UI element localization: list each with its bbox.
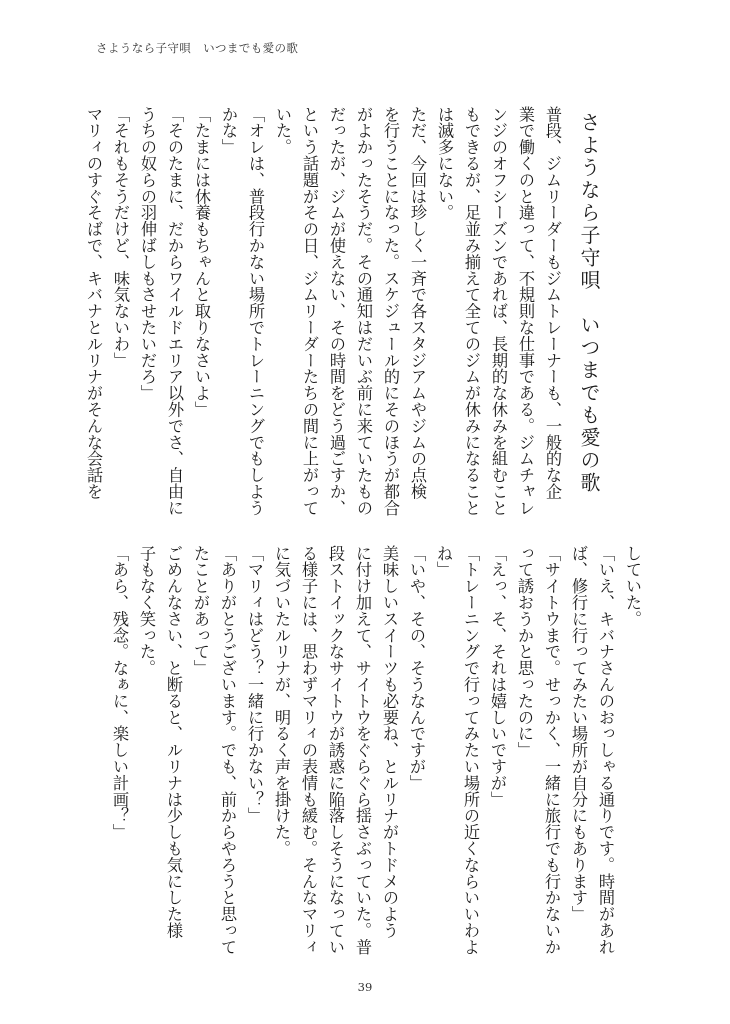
text-column: 「ありがとうございます。でも、前からやろうと思って: [218, 545, 237, 955]
text-column: に付け加えて、サイトウをぐらぐら揺さぶっていた。普: [353, 545, 372, 955]
text-column: 「いえ、キバナさんのおっしゃる通りです。時間があれ: [596, 545, 615, 955]
text-column: かな」: [219, 106, 238, 156]
text-column: 業で働くのと違って、不規則な仕事である。ジムチャレ: [516, 106, 535, 516]
text-column: ごめんなさい、と断ると、ルリナは少しも気にした様: [164, 545, 183, 939]
text-column: していた。: [623, 545, 642, 627]
text-column: マリィのすぐそばで、キバナとルリナがそんな会話を: [84, 106, 103, 500]
text-column: る様子には、思わずマリィの表情も緩む。そんなマリィ: [299, 545, 318, 955]
text-column: ね」: [434, 545, 453, 578]
text-column: は滅多にない。: [435, 106, 454, 221]
text-column: 「オレは、普段行かない場所でトレーニングでもしよう: [246, 106, 265, 516]
text-column: 「トレーニングで行ってみたい場所の近くならいいわよ: [461, 545, 480, 955]
text-column: うちの奴らの羽伸ばしもさせたいだろ」: [138, 106, 157, 402]
text-column: 「いや、その、そうなんですが」: [407, 545, 426, 791]
text-column: 「あら、残念。なぁに、楽しい計画？」: [110, 545, 129, 841]
text-column: 「そのたまに、だからワイルドエリア以外でさ、自由に: [165, 106, 184, 516]
text-column: 「えっ、そ、それは嬉しいですが」: [488, 545, 507, 808]
text-column: ただ、今回は珍しく一斉で各スタジアムやジムの点検: [408, 106, 427, 500]
text-column: がよかったそうだ。その通知はだいぶ前に来ていたもの: [354, 106, 373, 516]
text-column: ば、修行に行ってみたい場所が自分にもあります」: [569, 545, 588, 923]
text-column: 子もなく笑った。: [137, 545, 156, 677]
text-column: という話題がその日、ジムリーダーたちの間に上がって: [300, 106, 319, 516]
chapter-title: さようなら子守唄 いつまでも愛の歌: [577, 112, 601, 495]
text-column: 「マリィはどう？一緒に行かない？」: [245, 545, 264, 824]
text-column: 普段、ジムリーダーもジムトレーナーも、一般的な企: [543, 106, 562, 500]
text-column: に気づいたルリナが、明るく声を掛けた。: [272, 545, 291, 857]
text-column: って誘おうかと思ったのに」: [515, 545, 534, 759]
text-column: だったが、ジムが使えない、その時間をどう過ごすか、: [327, 106, 346, 516]
text-column: 「サイトウまで。せっかく、一緒に旅行でも行かないか: [542, 545, 561, 955]
text-column: いた。: [273, 106, 292, 156]
text-column: を行うことになった。スケジュール的にそのほうが都合: [381, 106, 400, 516]
text-block-bottom: [110, 545, 646, 955]
text-block-top: [84, 106, 646, 516]
text-column: 「それもそうだけど、味気ないわ」: [111, 106, 130, 369]
text-column: 「たまには休養もちゃんと取りなさいよ」: [192, 106, 211, 418]
text-column: 段ストイックなサイトウが誘惑に陥落しそうになってい: [326, 545, 345, 955]
text-column: もできるが、足並み揃えて全てのジムが休みになること: [462, 106, 481, 516]
running-header: さようなら子守唄 いつまでも愛の歌: [96, 41, 299, 55]
text-column: 美味しいスイーツも必要ね、とルリナがトドメのよう: [380, 545, 399, 939]
text-column: ンジのオフシーズンであれば、長期的な休みを組むこと: [489, 106, 508, 516]
text-column: たことがあって」: [191, 545, 210, 677]
page-number: 39: [357, 980, 373, 994]
